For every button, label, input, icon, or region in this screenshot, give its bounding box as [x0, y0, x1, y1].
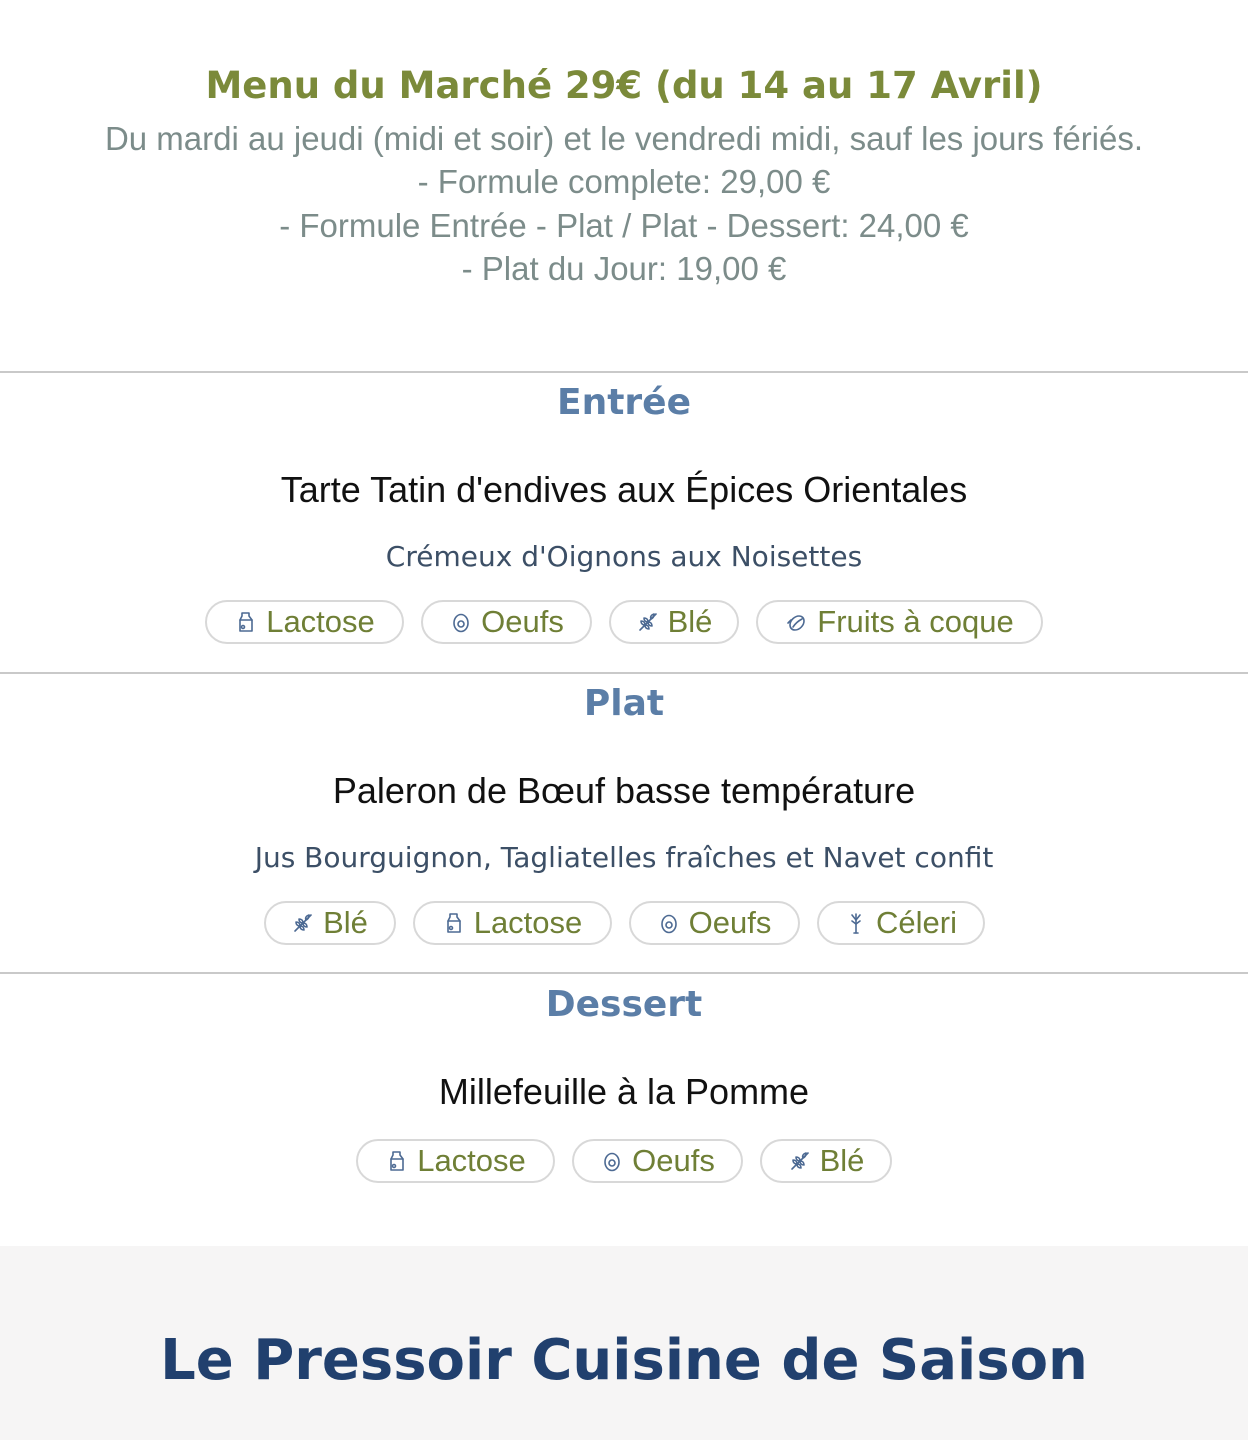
- dish-description: Jus Bourguignon, Tagliatelles fraîches et Navet confit: [254, 841, 994, 874]
- allergen-tag: [756, 600, 1043, 644]
- allergen-label: Oeufs: [688, 905, 772, 940]
- allergen-tag: [817, 901, 985, 945]
- menu-availability: Du mardi au jeudi (midi et soir) et le vendredi midi, sauf les jours fériés.: [104, 120, 1144, 157]
- allergen-label: Oeufs: [632, 1143, 715, 1178]
- dish-name: Tarte Tatin d'endives aux Épices Orientales: [280, 469, 968, 510]
- section-title-plat: Plat: [583, 683, 665, 724]
- allergen-tag: [264, 901, 396, 945]
- section-title-dessert: Dessert: [545, 984, 703, 1025]
- allergen-label: Blé: [819, 1143, 865, 1178]
- allergen-tag: [421, 600, 592, 644]
- allergen-label: Lactose: [417, 1143, 526, 1178]
- menu-price-line: - Formule Entrée - Plat / Plat - Dessert: 24,00 €: [279, 207, 969, 244]
- allergen-list: [0, 1139, 1248, 1183]
- milk-carton-icon: [442, 911, 466, 935]
- section-divider: [0, 972, 1248, 974]
- allergen-label: Blé: [667, 604, 713, 639]
- milk-carton-icon: [234, 610, 258, 634]
- allergen-list: [0, 901, 1248, 945]
- egg-icon: [657, 911, 681, 935]
- allergen-label: Céleri: [876, 905, 957, 940]
- footer: [0, 1246, 1248, 1440]
- dish-name: Millefeuille à la Pomme: [438, 1071, 810, 1112]
- allergen-tag: [629, 901, 800, 945]
- allergen-label: Blé: [323, 905, 368, 940]
- allergen-tag: [609, 600, 739, 644]
- wheat-icon: [788, 1149, 812, 1173]
- milk-carton-icon: [385, 1149, 409, 1173]
- wheat-icon: [291, 911, 315, 935]
- allergen-tag: [356, 1139, 555, 1183]
- wheat-icon: [636, 610, 660, 634]
- section-divider: [0, 371, 1248, 373]
- nut-icon: [785, 610, 809, 634]
- allergen-label: Lactose: [473, 905, 583, 940]
- restaurant-name: Le Pressoir Cuisine de Saison: [160, 1328, 1088, 1393]
- egg-icon: [449, 610, 473, 634]
- allergen-tag: [205, 600, 404, 644]
- allergen-tag: [760, 1139, 892, 1183]
- dish-name: Paleron de Bœuf basse température: [332, 770, 916, 811]
- allergen-label: Lactose: [266, 604, 375, 639]
- allergen-label: Oeufs: [481, 604, 564, 639]
- dish-description: Crémeux d'Oignons aux Noisettes: [385, 540, 863, 573]
- allergen-tag: [413, 901, 612, 945]
- celery-icon: [844, 911, 868, 935]
- menu-price-line: - Formule complete: 29,00 €: [417, 163, 831, 200]
- egg-icon: [600, 1149, 624, 1173]
- menu-price-line: - Plat du Jour: 19,00 €: [461, 250, 787, 287]
- section-divider: [0, 672, 1248, 674]
- allergen-tag: [572, 1139, 743, 1183]
- section-title-entree: Entrée: [556, 382, 691, 423]
- menu-title: Menu du Marché 29€ (du 14 au 17 Avril): [205, 64, 1043, 107]
- allergen-label: Fruits à coque: [817, 604, 1014, 639]
- allergen-list: [0, 600, 1248, 644]
